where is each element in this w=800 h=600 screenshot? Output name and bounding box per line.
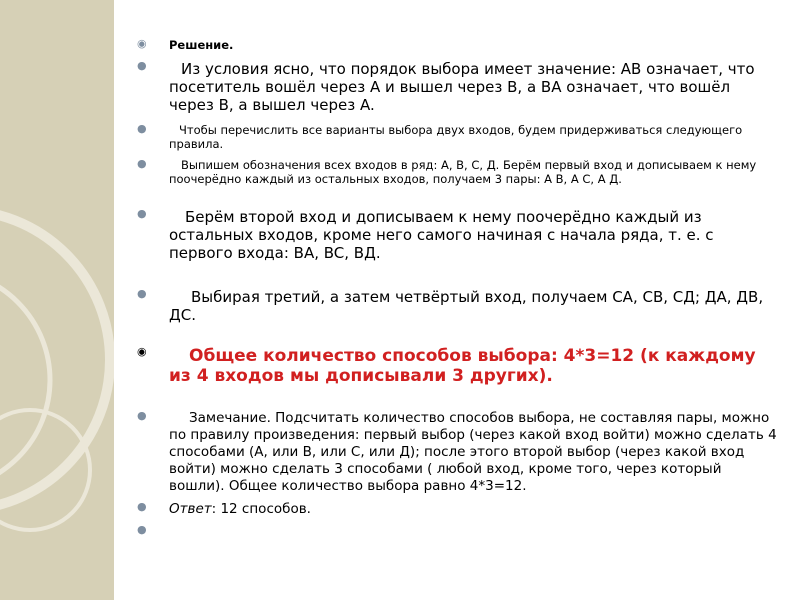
remark-paragraph: Замечание. Подсчитать количество способов выбора, не составляя пары, можно по правилу произведения: первый выбор (через какой вход войти) можно сделать 4 способами (A, или B, или C, или Д); после этого второй выбор (через какой вход войти) можно сделать 3 способами ( любой вход, кроме того, через который вошли). Общее количество выбора равно 4*3=12. [169,410,777,494]
empty-item [169,524,777,541]
bullet-icon: ● [137,207,147,220]
list-item [137,501,777,518]
bullet-icon: ● [137,500,147,513]
bullet-icon: ◉ [137,345,147,358]
list-item [137,208,777,262]
list-item [137,288,777,324]
list-item [137,524,777,541]
list-item [137,123,777,151]
bullet-icon: ● [137,122,147,135]
list-item [137,410,777,495]
answer-value: : 12 способов. [211,501,311,517]
slide-content [137,36,777,541]
paragraph-4: Берём второй вход и дописываем к нему поочерёдно каждый из остальных входов, кроме него самого начиная с начала ряда, т. е. с первого входа: BA, BC, BД. [169,208,714,262]
list-item [137,38,777,52]
bullet-icon: ● [137,287,147,300]
bullet-icon: ● [137,59,147,72]
solution-heading: Решение. [169,38,234,52]
bullet-icon: ● [137,157,147,170]
paragraph-3: Выпишем обозначения всех входов в ряд: A, B, C, Д. Берём первый вход и дописываем к нему поочерёдно каждый из остальных входов, получаем 3 пары: A B, A C, A Д. [169,158,757,186]
paragraph-2: Чтобы перечислить все варианты выбора двух входов, будем придерживаться следующего правила. [169,123,743,151]
list-item [137,60,777,114]
bullet-icon: ● [137,409,147,422]
answer-line [169,501,777,518]
list-item [137,158,777,186]
list-item [137,346,777,386]
panel-divider [114,0,116,600]
paragraph-1: Из условия ясно, что порядок выбора имеет значение: AB означает, что посетитель вошёл через A и вышел через B, а BA означает, что вошёл через B, а вышел через A. [169,60,755,114]
left-decorative-panel [0,0,114,600]
bullet-icon: ● [137,523,147,536]
total-count-highlight: Общее количество способов выбора: 4*3=12 (к каждому из 4 входов мы дописывали 3 других). [169,346,756,386]
paragraph-5: Выбирая третий, а затем четвёртый вход, получаем CA, CB, CД; ДA, ДB, ДC. [169,288,764,324]
answer-label: Ответ [169,501,212,517]
ring-decoration [0,0,114,600]
bullet-icon: ◉ [137,37,147,50]
